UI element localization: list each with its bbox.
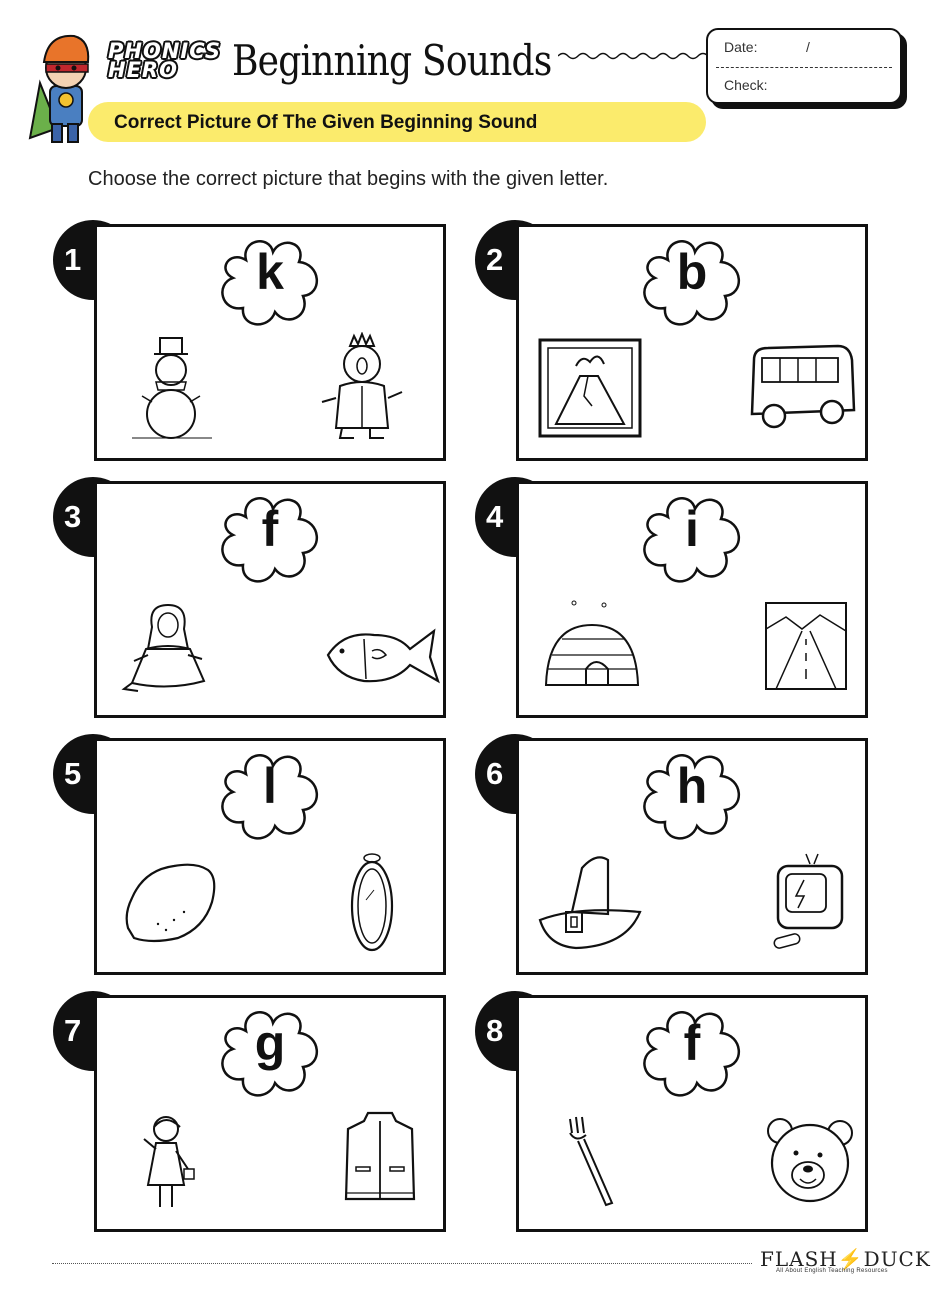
bus-icon[interactable] bbox=[742, 340, 858, 432]
card-number: 1 bbox=[64, 242, 82, 277]
date-divider bbox=[716, 67, 892, 68]
card-number: 3 bbox=[64, 499, 82, 534]
date-slash: / bbox=[806, 39, 810, 55]
card-number: 5 bbox=[64, 756, 82, 791]
fork-icon[interactable] bbox=[562, 1113, 622, 1213]
date-label: Date: bbox=[724, 39, 758, 55]
road-picture-icon[interactable] bbox=[762, 599, 850, 695]
subtitle-banner bbox=[88, 102, 706, 142]
exercise-card-3 bbox=[64, 481, 446, 718]
brand-line-2: HERO bbox=[108, 58, 178, 82]
footer-divider bbox=[52, 1263, 752, 1264]
hat-icon[interactable] bbox=[536, 850, 646, 954]
volcano-picture-icon[interactable] bbox=[536, 336, 646, 440]
exercise-card-5 bbox=[64, 738, 446, 975]
king-icon[interactable] bbox=[312, 332, 412, 442]
target-letter: h bbox=[676, 758, 708, 814]
brand-line-1: PHONICS bbox=[108, 39, 221, 63]
exercise-card-1 bbox=[64, 224, 446, 461]
card-number: 7 bbox=[64, 1013, 82, 1048]
snowman-icon[interactable] bbox=[122, 332, 222, 442]
footer-tagline: All About English Teaching Resources bbox=[776, 1268, 888, 1274]
date-check-box bbox=[706, 28, 902, 104]
brand-part-1: FLASH bbox=[760, 1247, 838, 1271]
brand-logo bbox=[108, 39, 226, 82]
lemon-icon[interactable] bbox=[122, 858, 218, 944]
fish-icon[interactable] bbox=[314, 621, 442, 691]
target-letter: g bbox=[254, 1015, 286, 1071]
igloo-icon[interactable] bbox=[538, 599, 648, 695]
bear-icon[interactable] bbox=[762, 1111, 858, 1207]
doll-icon[interactable] bbox=[118, 599, 218, 695]
target-letter: l bbox=[263, 758, 277, 814]
exercise-card-2 bbox=[486, 224, 868, 461]
exercise-card-8 bbox=[486, 995, 868, 1232]
brand-part-2: DUCK bbox=[863, 1247, 931, 1271]
mirror-icon[interactable] bbox=[348, 850, 396, 954]
target-letter: f bbox=[683, 1015, 701, 1071]
exercise-card-6 bbox=[486, 738, 868, 975]
card-number: 2 bbox=[486, 242, 504, 277]
television-icon[interactable] bbox=[770, 850, 850, 960]
exercise-card-4 bbox=[486, 481, 868, 718]
card-number: 8 bbox=[486, 1013, 504, 1048]
check-label: Check: bbox=[724, 77, 768, 93]
exercise-card-7 bbox=[64, 995, 446, 1232]
banner-text: Correct Picture Of The Given Beginning Sound bbox=[114, 112, 538, 133]
lightning-bolt-icon: ⚡ bbox=[837, 1247, 864, 1271]
girl-icon[interactable] bbox=[136, 1113, 202, 1213]
card-number: 4 bbox=[486, 499, 504, 534]
card-number: 6 bbox=[486, 756, 504, 791]
instructions-text: Choose the correct picture that begins with the given letter. bbox=[88, 168, 609, 190]
page-title: Beginning Sounds bbox=[232, 36, 552, 85]
jacket-icon[interactable] bbox=[342, 1107, 418, 1211]
target-letter: k bbox=[256, 244, 284, 300]
target-letter: f bbox=[261, 501, 279, 557]
squiggle-divider-icon bbox=[558, 48, 708, 64]
target-letter: i bbox=[685, 501, 699, 557]
target-letter: b bbox=[676, 244, 708, 300]
